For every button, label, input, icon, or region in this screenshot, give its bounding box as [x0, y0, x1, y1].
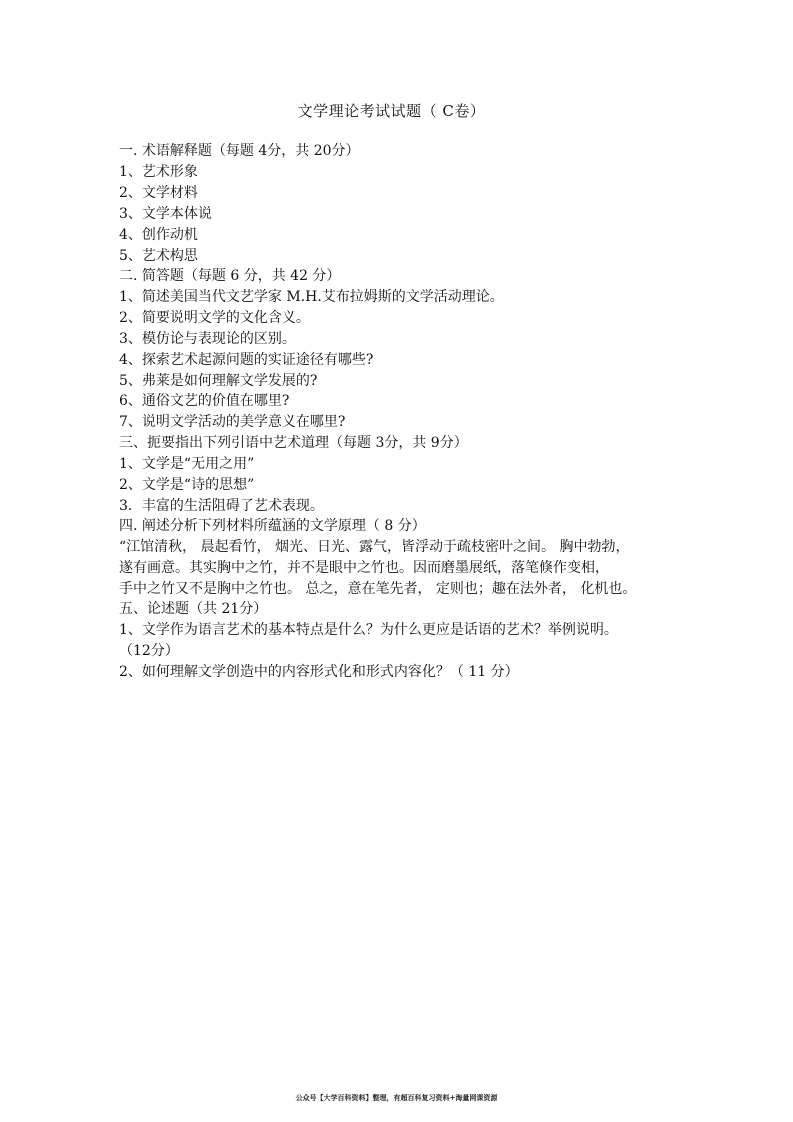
- section-2-item: 3、模仿论与表现论的区别。: [119, 331, 296, 347]
- section-2-item: 2、简要说明文学的文化含义。: [119, 310, 310, 326]
- section-2-item: 6、通俗文艺的价值在哪里?: [119, 393, 290, 409]
- section-5-heading: 五、论述题（共 21分）: [119, 601, 268, 617]
- section-5-item-continuation: （12分）: [119, 643, 179, 659]
- section-1-item: 5、艺术构思: [119, 248, 198, 264]
- section-4-heading: 四. 阐述分析下列材料所蕴涵的文学原理（ 8 分）: [119, 518, 426, 534]
- section-5-item: 2、如何理解文学创造中的内容形式化和形式内容化？（ 11 分）: [119, 664, 519, 680]
- section-3-item: 3．丰富的生活阻碍了艺术表现。: [119, 498, 324, 514]
- section-1-item: 2、文学材料: [119, 185, 198, 201]
- section-1-item: 1、艺术形象: [119, 164, 198, 180]
- section-2-item: 1、简述美国当代文艺学家 M.H.艾布拉姆斯的文学活动理论。: [119, 289, 504, 305]
- section-1-item: 4、创作动机: [119, 227, 198, 243]
- section-4-quote-line: 手中之竹又不是胸中之竹也。 总之，意在笔先者， 定则也；趣在法外者， 化机也。: [119, 581, 637, 597]
- section-2-heading: 二. 简答题（每题 6 分，共 42 分）: [119, 268, 341, 284]
- section-3-item: 2、文学是“诗的思想”: [119, 477, 255, 493]
- section-4-quote-line: 遂有画意。其实胸中之竹，并不是眼中之竹也。因而磨墨展纸，落笔倏作变相，: [119, 560, 609, 576]
- section-3-item: 1、文学是“无用之用”: [119, 456, 255, 472]
- section-2-item: 7、说明文学活动的美学意义在哪里?: [119, 414, 346, 430]
- exam-title: 文学理论考试试题（ C卷）: [297, 102, 486, 120]
- section-2-item: 5、弗莱是如何理解文学发展的?: [119, 373, 318, 389]
- section-5-item: 1、文学作为语言艺术的基本特点是什么？为什么更应是话语的艺术？举例说明。: [119, 622, 618, 638]
- section-1-heading: 一. 术语解释题（每题 4分，共 20分）: [119, 143, 360, 159]
- page-footer: 公众号【大学百科资料】整理，有超百科复习资料+海量网课资源: [295, 1093, 498, 1102]
- section-4-quote-line: “江馆清秋， 晨起看竹， 烟光、日光、露气，皆浮动于疏枝密叶之间。 胸中勃勃，: [119, 539, 630, 555]
- section-1-item: 3、文学本体说: [119, 206, 212, 222]
- section-2-item: 4、探索艺术起源问题的实证途径有哪些?: [119, 352, 374, 368]
- section-3-heading: 三、扼要指出下列引语中艺术道理（每题 3分，共 9分）: [119, 435, 468, 451]
